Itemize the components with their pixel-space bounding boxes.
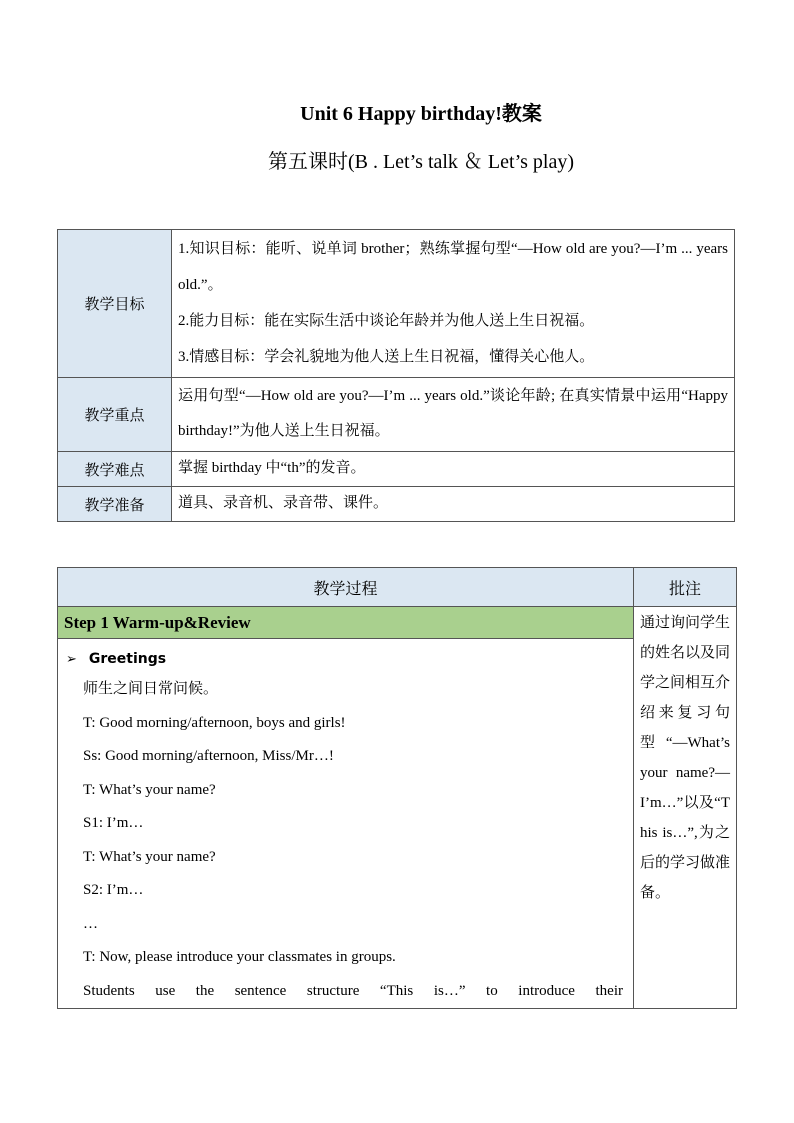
step-title: Step 1 Warm-up&Review: [58, 607, 634, 639]
content-preparation: [172, 487, 735, 522]
content-key-points: [172, 378, 735, 452]
content-line: T: What’s your name?: [83, 781, 216, 798]
row-objectives: [58, 230, 735, 378]
content-line: T: What’s your name?: [83, 848, 216, 865]
content-line: T: Now, please introduce your classmates in groups.: [83, 949, 396, 965]
process-header-row: [58, 568, 737, 607]
objective-ability: 2.能力目标：能在实际生活中谈论年龄并为他人送上生日祝福。: [178, 313, 595, 329]
content-difficulty: [172, 452, 735, 487]
content-line: …: [83, 915, 98, 932]
header-teaching-process: 教学过程: [58, 568, 634, 607]
header-notes: 批注: [634, 568, 737, 607]
bullet-greetings: [66, 645, 625, 673]
bullet-label: Greetings: [88, 651, 167, 667]
objective-knowledge: 1.知识目标：能听、说单词 brother；熟练掌握句型“—How old are you?—I’m ... years old.”。: [178, 241, 728, 293]
label-preparation: 教学准备: [58, 487, 172, 522]
content-objectives: [172, 230, 735, 378]
label-key-points: 教学重点: [58, 378, 172, 452]
process-table: [57, 567, 737, 1009]
difficulty-text: 掌握 birthday 中“th”的发音。: [178, 460, 366, 476]
content-line: T: Good morning/afternoon, boys and girls!: [83, 714, 346, 731]
step-content: [58, 639, 634, 1009]
objective-emotion: 3.情感目标：学会礼貌地为他人送上生日祝福，懂得关心他人。: [178, 349, 595, 365]
content-line: Students use the sentence structure “This is…” to introduce their: [83, 982, 623, 999]
arrow-bullet-icon: ➢: [66, 651, 77, 667]
label-difficulty: 教学难点: [58, 452, 172, 487]
preparation-text: 道具、录音机、录音带、课件。: [178, 495, 389, 511]
key-point-text: 运用句型“—How old are you?—I’m ... years old.”谈论年龄; 在真实情景中运用“Happy birthday!”为他人送上生日祝福。: [178, 388, 728, 439]
annotation-text: 通过询问学生的姓名以及同学之间相互介绍来复习句型“—What’s your name?—I’m…”以及“This is…”,为之后的学习做准备。: [640, 615, 731, 901]
content-line: S2: I’m…: [83, 882, 144, 898]
annotation-note: [634, 607, 737, 1009]
row-difficulty: [58, 452, 735, 487]
document-title: Unit 6 Happy birthday!教案: [300, 103, 542, 125]
content-line: Ss: Good morning/afternoon, Miss/Mr…!: [83, 748, 334, 764]
overview-table: [57, 229, 735, 522]
row-key-points: [58, 378, 735, 452]
content-line: S1: I’m…: [83, 815, 144, 831]
label-objectives: 教学目标: [58, 230, 172, 378]
lesson-subtitle: 第五课时(B . Let’s talk ＆ Let’s play): [267, 151, 575, 173]
content-line: 师生之间日常问候。: [83, 681, 219, 697]
process-step-row: [58, 607, 737, 639]
row-preparation: [58, 487, 735, 522]
